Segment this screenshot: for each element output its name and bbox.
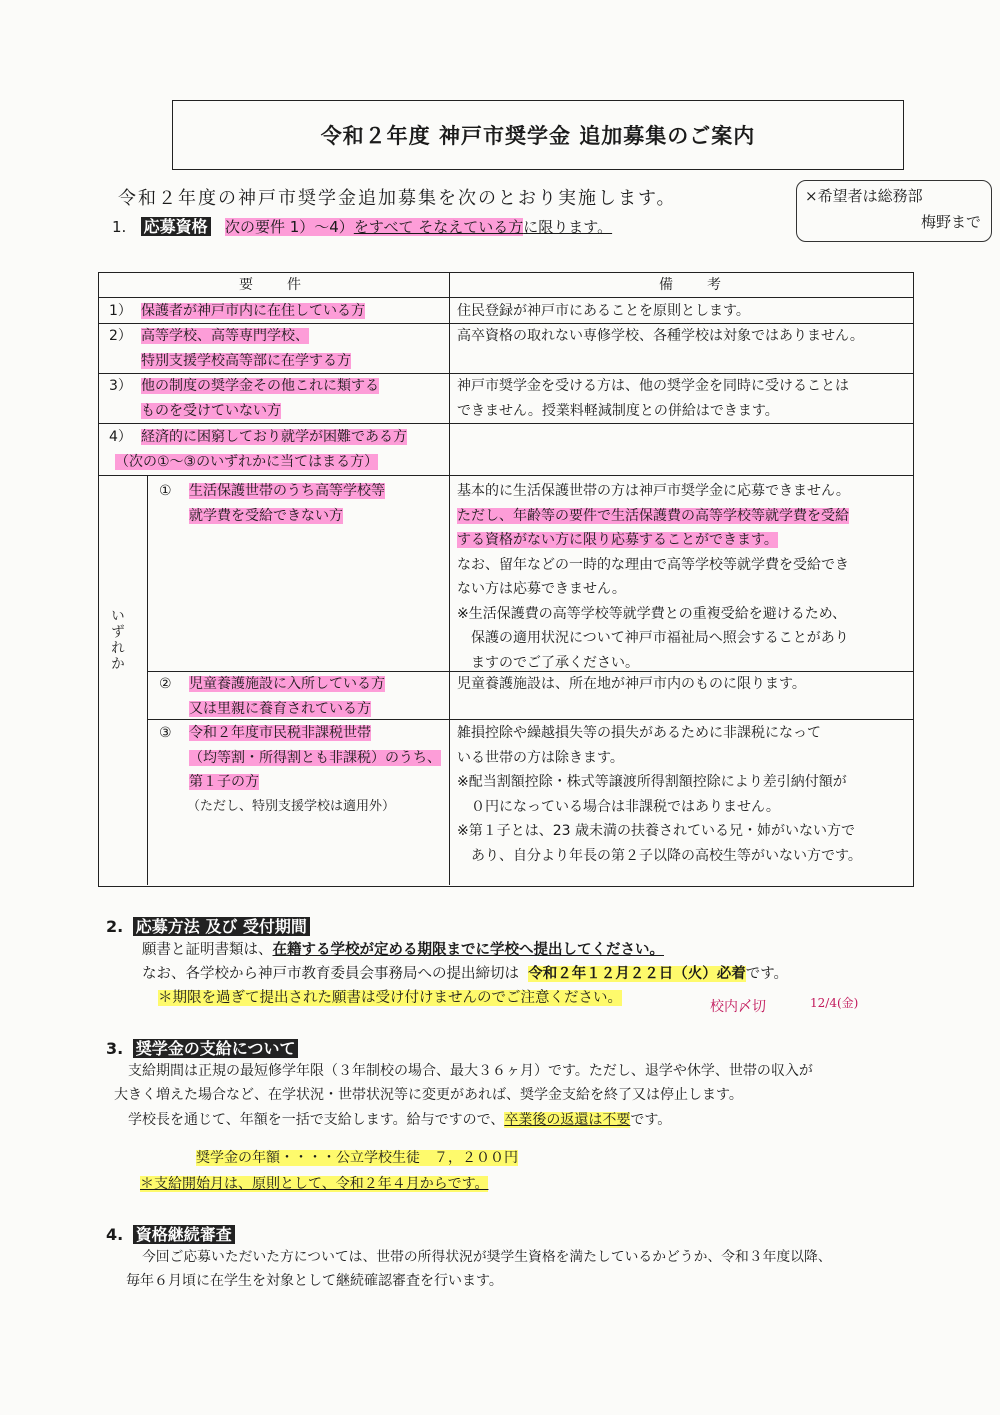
row1-note: 住民登録が神戸市にあることを原則とします。 [457,303,750,319]
sub3-note [457,721,862,868]
sub3-note-line5: ※第１子とは、23 歳未満の扶養されている兄・姉がいない方で [457,823,855,839]
section3-line3-hl: 卒業後の返還は不要 [504,1112,631,1128]
sub3-note-line3: ※配当割額控除・株式等譲渡所得割額控除により差引納付額が [457,774,847,790]
section3-amount-text: 奨学金の年額・・・・公立学校生徒 ７，２００円 [196,1150,518,1166]
sub3-note-line1: 雑損控除や繰越損失等の損失があるために非課税になって [457,725,821,741]
row1-num: 1） [109,303,132,319]
sub1-req [189,479,385,528]
section2-line1 [142,938,664,962]
sub3-req-line4: （ただし、特別支援学校は適用外） [187,798,396,814]
sub1-note-line5: ない方は応募できません。 [457,581,626,597]
section3-title: 奨学金の支給について [133,1039,299,1058]
lead-text: 令和２年度の神戸市奨学金追加募集を次のとおり実施します。 [118,188,677,209]
section1-number: 1. [112,218,127,236]
memo-line-2: 梅野まで [920,213,981,231]
section4-heading [106,1222,235,1245]
section1-text-mid: をすべて そなえている方 [353,218,524,236]
sub2-req [189,672,385,721]
row2-req [141,324,351,373]
sub1-note-line6: ※生活保護費の高等学校等就学費との重複受給を避けるため、 [457,605,847,622]
sub1-req-line1: 生活保護世帯のうち高等学校等 [189,483,385,499]
table-rule [99,475,913,476]
section2-line2 [142,962,788,986]
sub1-note-line4: なお、留年などの一時的な理由で高等学校等就学費を受給でき [457,556,849,573]
header-requirements: 要 件 [239,277,303,293]
section3-line3-pre: 学校長を通じて、年額を一括で支給します。給与ですので、 [128,1112,505,1128]
sub1-note-line3: する資格がない方に限り応募することができます。 [457,532,778,548]
section1-heading [112,214,612,237]
section1-text-post: に限ります。 [523,218,613,236]
sub1-note-line8: ますのでご了承ください。 [457,654,639,671]
requirements-table [98,272,914,887]
row2-num: 2） [109,328,132,344]
section4-line1: 今回ご応募いただいた方については、世帯の所得状況が奨学生資格を満たしているかどうか、令和３年度以降、 [142,1249,832,1265]
sub3-req-line3: 第１子の方 [189,774,259,790]
section2-line1-bold: 在籍する学校が定める期限までに学校へ提出してください。 [272,942,664,958]
row4-num: 4） [109,429,132,445]
handwritten-deadline-date: 12/4(金) [810,996,859,1010]
row3-num: 3） [109,378,132,394]
handwritten-deadline: 校内〆切 [710,999,766,1015]
sub2-num: ② [159,676,172,692]
sub3-note-line4: ０円になっている場合は非課税ではありません。 [457,798,780,815]
header-notes: 備 考 [659,277,723,293]
row2-req-line2: 特別支援学校高等部に在学する方 [141,352,351,369]
row4-req-line2: （次の①〜③のいずれかに当てはまる方） [115,453,379,470]
sub1-note-line1: 基本的に生活保護世帯の方は神戸市奨学金に応募できません。 [457,483,850,499]
sub2-note: 児童養護施設は、所在地が神戸市内のものに限ります。 [457,676,806,692]
section3-start [140,1172,488,1196]
section3-heading [106,1036,298,1059]
section2-line2-date: 令和２年１２月２２日（火）必着 [528,966,746,982]
row1-req [141,299,365,324]
sub3-note-line2: いる世帯の方は除きます。 [457,749,624,766]
sub3-req-line2: （均等割・所得割とも非課税）のうち、 [189,749,441,766]
row2-note: 高卒資格の取れない専修学校、各種学校は対象ではありません。 [457,328,864,344]
section2-heading [106,914,310,937]
section3-line3-post: です。 [630,1112,672,1128]
table-rule [99,423,913,424]
row4-req-line1: 経済的に困窮しており就学が困難である方 [141,429,407,445]
sub1-note-line2: ただし、年齢等の要件で生活保護費の高等学校等就学費を受給 [457,507,849,524]
either-col-divider [147,475,148,885]
section2-line1-pre: 願書と証明書類は、 [142,942,273,958]
sub3-req [189,721,441,819]
section2-line2-pre: なお、各学校から神戸市教育委員会事務局への提出締切は [142,966,519,982]
sub2-req-line1: 児童養護施設に入所している方 [189,676,385,692]
sub2-req-line2: 又は里親に養育されている方 [189,700,371,717]
sub3-note-line6: あり、自分より年長の第２子以降の高校生等がいない方です。 [457,847,862,864]
row2-req-line1: 高等学校、高等専門学校、 [141,328,309,344]
page-title: 令和２年度 神戸市奨学金 追加募集のご案内 [172,100,904,170]
sub1-note-line7: 保護の適用状況について神戸市福祉局へ照会することがあり [457,630,849,646]
section3-line1: 支給期間は正規の最短修学年限（３年制校の場合、最大３６ヶ月）です。ただし、退学や休学、世帯の収入が [128,1063,813,1079]
row1-req-line1: 保護者が神戸市内に在住している方 [141,303,365,319]
table-rule [99,297,913,298]
section4-title: 資格継続審査 [133,1225,235,1244]
sub3-req-line1: 令和２年度市民税非課税世帯 [189,725,371,741]
section3-amount [196,1146,518,1170]
memo-line-1: ×希望者は総務部 [805,187,923,205]
col-divider [449,273,450,885]
section1-title: 応募資格 [141,217,211,236]
row3-req-line2: ものを受けていない方 [141,402,281,419]
row4-req [115,425,407,474]
sub1-req-line2: 就学費を受給できない方 [189,507,343,524]
sub1-num: ① [159,483,172,499]
row3-note-line2: できません。授業料軽減制度との併給はできます。 [457,402,779,419]
row3-req [141,374,379,423]
section2-line3-text: ＊期限を過ぎて提出された願書は受け付けませんのでご注意ください。 [158,990,622,1006]
row3-req-line1: 他の制度の奨学金その他これに類する [141,378,379,394]
row3-note [457,374,849,423]
section2-title: 応募方法 及び 受付期間 [133,917,310,936]
section4-line2: 毎年６月頃に在学生を対象として継続確認審査を行います。 [126,1273,503,1289]
sub1-note [457,479,850,675]
section1-text-pre: 次の要件 1）〜4） [224,218,354,236]
sub3-num: ③ [159,725,172,741]
row3-note-line1: 神戸市奨学金を受ける方は、他の奨学金を同時に受けることは [457,378,849,394]
section4-number: 4. [106,1225,124,1244]
section2-line3 [158,986,622,1010]
either-label: いずれか [109,608,125,672]
section2-number: 2. [106,917,124,936]
section3-number: 3. [106,1039,124,1058]
section3-line2: 大きく増えた場合など、在学状況・世帯状況等に変更があれば、奨学金支給を終了又は停止します。 [114,1087,743,1103]
section3-line3 [128,1108,671,1132]
handwritten-memo [796,180,992,242]
section2-line2-post: です。 [745,966,789,982]
section3-start-text: ＊支給開始月は、原則として、令和２年４月からです。 [140,1176,489,1192]
